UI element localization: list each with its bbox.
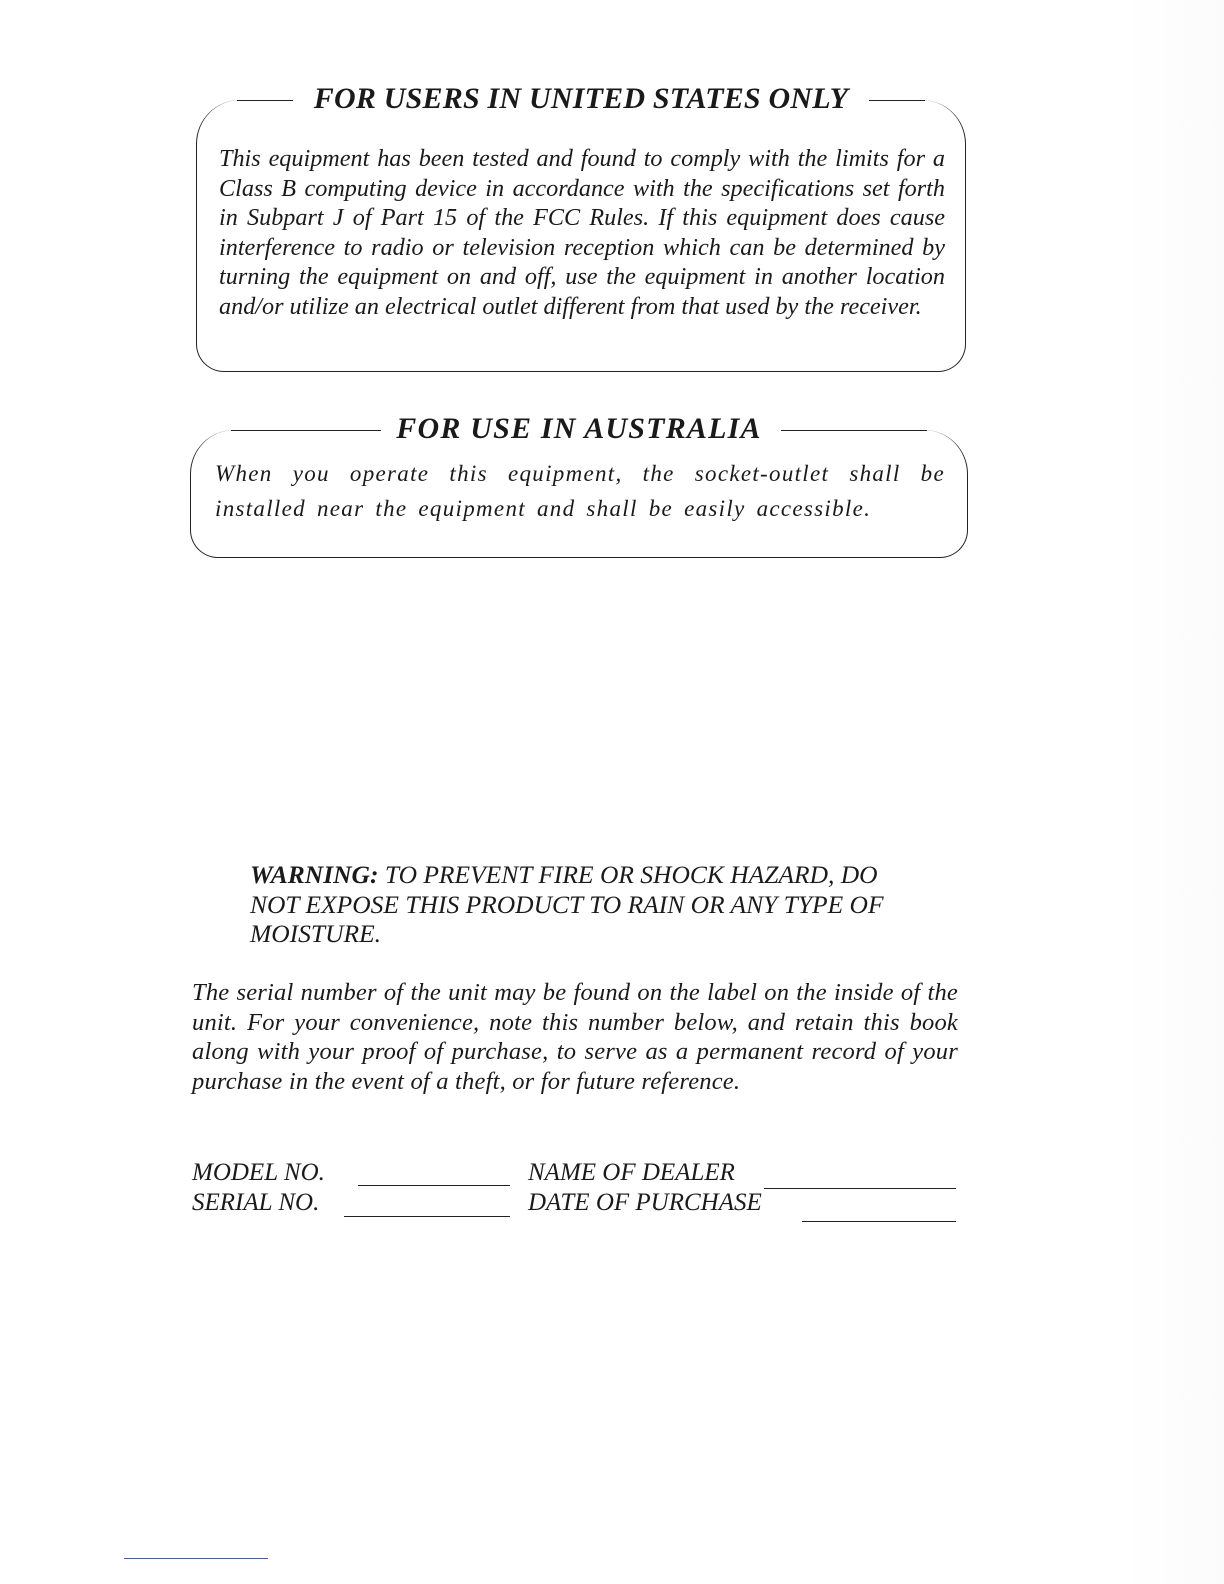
dealer-name-blank[interactable]	[764, 1188, 956, 1189]
warning-text: TO PREVENT FIRE OR SHOCK HAZARD, DO NOT EXPOSE THIS PRODUCT TO RAIN OR ANY TYPE OF MOISTURE.	[250, 860, 884, 948]
page-edge	[1124, 0, 1224, 1584]
us-notice-box	[196, 82, 966, 372]
model-number-label: MODEL NO.	[192, 1159, 325, 1186]
australia-notice-title	[191, 412, 967, 446]
australia-notice-body: When you operate this equipment, the socket-outlet shall be installed near the equipment and shall be easily accessible.	[215, 461, 945, 521]
model-number-blank[interactable]	[358, 1185, 510, 1186]
purchase-date-blank[interactable]	[802, 1221, 956, 1222]
warning-label: WARNING:	[250, 860, 379, 889]
us-notice-title	[197, 82, 965, 116]
footer-rule	[124, 1558, 268, 1559]
australia-notice-title-text: FOR USE IN AUSTRALIA	[384, 412, 773, 445]
dealer-name-label: NAME OF DEALER	[528, 1159, 735, 1186]
australia-notice-box	[190, 412, 968, 558]
serial-number-blank[interactable]	[344, 1216, 510, 1217]
warning-statement	[250, 860, 910, 949]
purchase-date-label: DATE OF PURCHASE	[528, 1189, 762, 1216]
us-notice-body: This equipment has been tested and found to comply with the limits for a Class B computing device in accordance with the specifications set forth in Subpart J of Part 15 of the FCC Rules. If this equipment does cause interference to radio or television reception which can be determined by turning the equipment on and off, use the equipment in another location and/or utilize an electrical outlet different from that used by the receiver.	[219, 145, 945, 320]
serial-number-note: The serial number of the unit may be found on the label on the inside of the unit. For your convenience, note this number below, and retain this book along with your proof of purchase, to serve as a permanent record of your purchase in the event of a theft, or for future reference.	[192, 979, 958, 1095]
us-notice-title-text: FOR USERS IN UNITED STATES ONLY	[302, 82, 860, 115]
serial-number-label: SERIAL NO.	[192, 1189, 320, 1216]
